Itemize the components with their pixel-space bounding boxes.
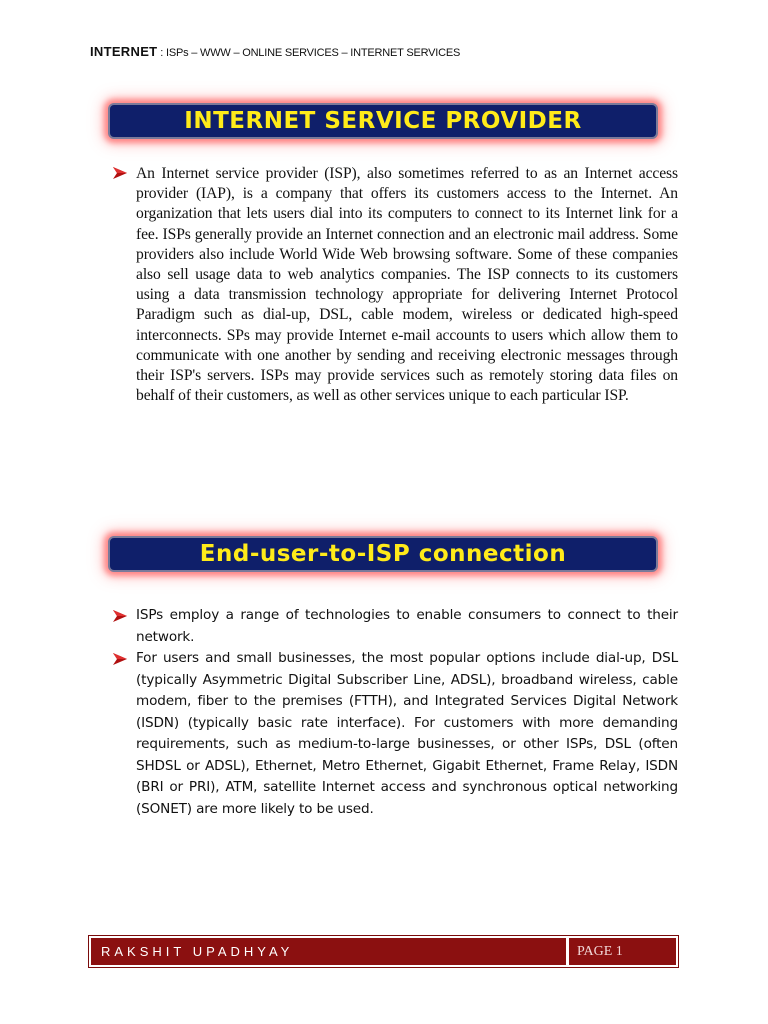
- running-header: [90, 44, 460, 59]
- section-heading: End-user-to-ISP connection: [199, 541, 567, 567]
- footer-author: RAKSHIT UPADHYAY: [91, 938, 566, 965]
- red-arrow-bullet-icon: [112, 653, 128, 665]
- header-subtitle: : ISPs – WWW – ONLINE SERVICES – INTERNET SERVICES: [157, 47, 461, 59]
- paragraph-text: For users and small businesses, the most popular options include dial-up, DSL (typically Asymmetric Digital Subscriber Line, ADSL), broadband wireless, cable modem, fiber to the premises (FTTH), and Integrated Services Digital Network (ISDN) (typically basic rate interface). For customers with more demanding requirements, such as medium-to-large businesses, or other ISPs, DSL (often SHDSL or ADSL), Ethernet, Metro Ethernet, Gigabit Ethernet, Frame Relay, ISDN (BRI or PRI), ATM, satellite Internet access and synchronous optical networking (SONET) are more likely to be used.: [136, 650, 678, 817]
- list-item: [112, 648, 678, 820]
- page-footer: [88, 935, 679, 968]
- section-heading: INTERNET SERVICE PROVIDER: [184, 108, 582, 134]
- isp-bullet-list: [112, 164, 678, 406]
- section-banner-connection: [108, 536, 658, 572]
- header-title: INTERNET: [90, 44, 158, 59]
- paragraph-text: An Internet service provider (ISP), also sometimes referred to as an Internet access provider (IAP), is a company that offers its customers access to the Internet. An organization that lets users dial into its computers to connect to its Internet link for a fee. ISPs generally provide an Internet connection and an electronic mail address. Some providers also include World Wide Web browsing software. Some of these companies also sell usage data to web analytics companies. The ISP connects to its customers using a data transmission technology appropriate for delivering Internet Protocol Paradigm such as dial-up, DSL, cable modem, wireless or dedicated high-speed interconnects. SPs may provide Internet e-mail accounts to users which allow them to communicate with one another by sending and receiving electronic messages through their ISP's servers. ISPs may provide services such as remotely storing data files on behalf of their customers, as well as other services unique to each particular ISP.: [136, 165, 678, 405]
- list-item: [112, 164, 678, 406]
- red-arrow-bullet-icon: [112, 610, 128, 622]
- red-arrow-bullet-icon: [112, 167, 128, 179]
- footer-page-number: PAGE 1: [569, 938, 676, 965]
- connection-bullet-list: [112, 605, 678, 820]
- section-banner-isp: [108, 103, 658, 139]
- list-item: [112, 605, 678, 648]
- paragraph-text: ISPs employ a range of technologies to enable consumers to connect to their network.: [136, 607, 678, 645]
